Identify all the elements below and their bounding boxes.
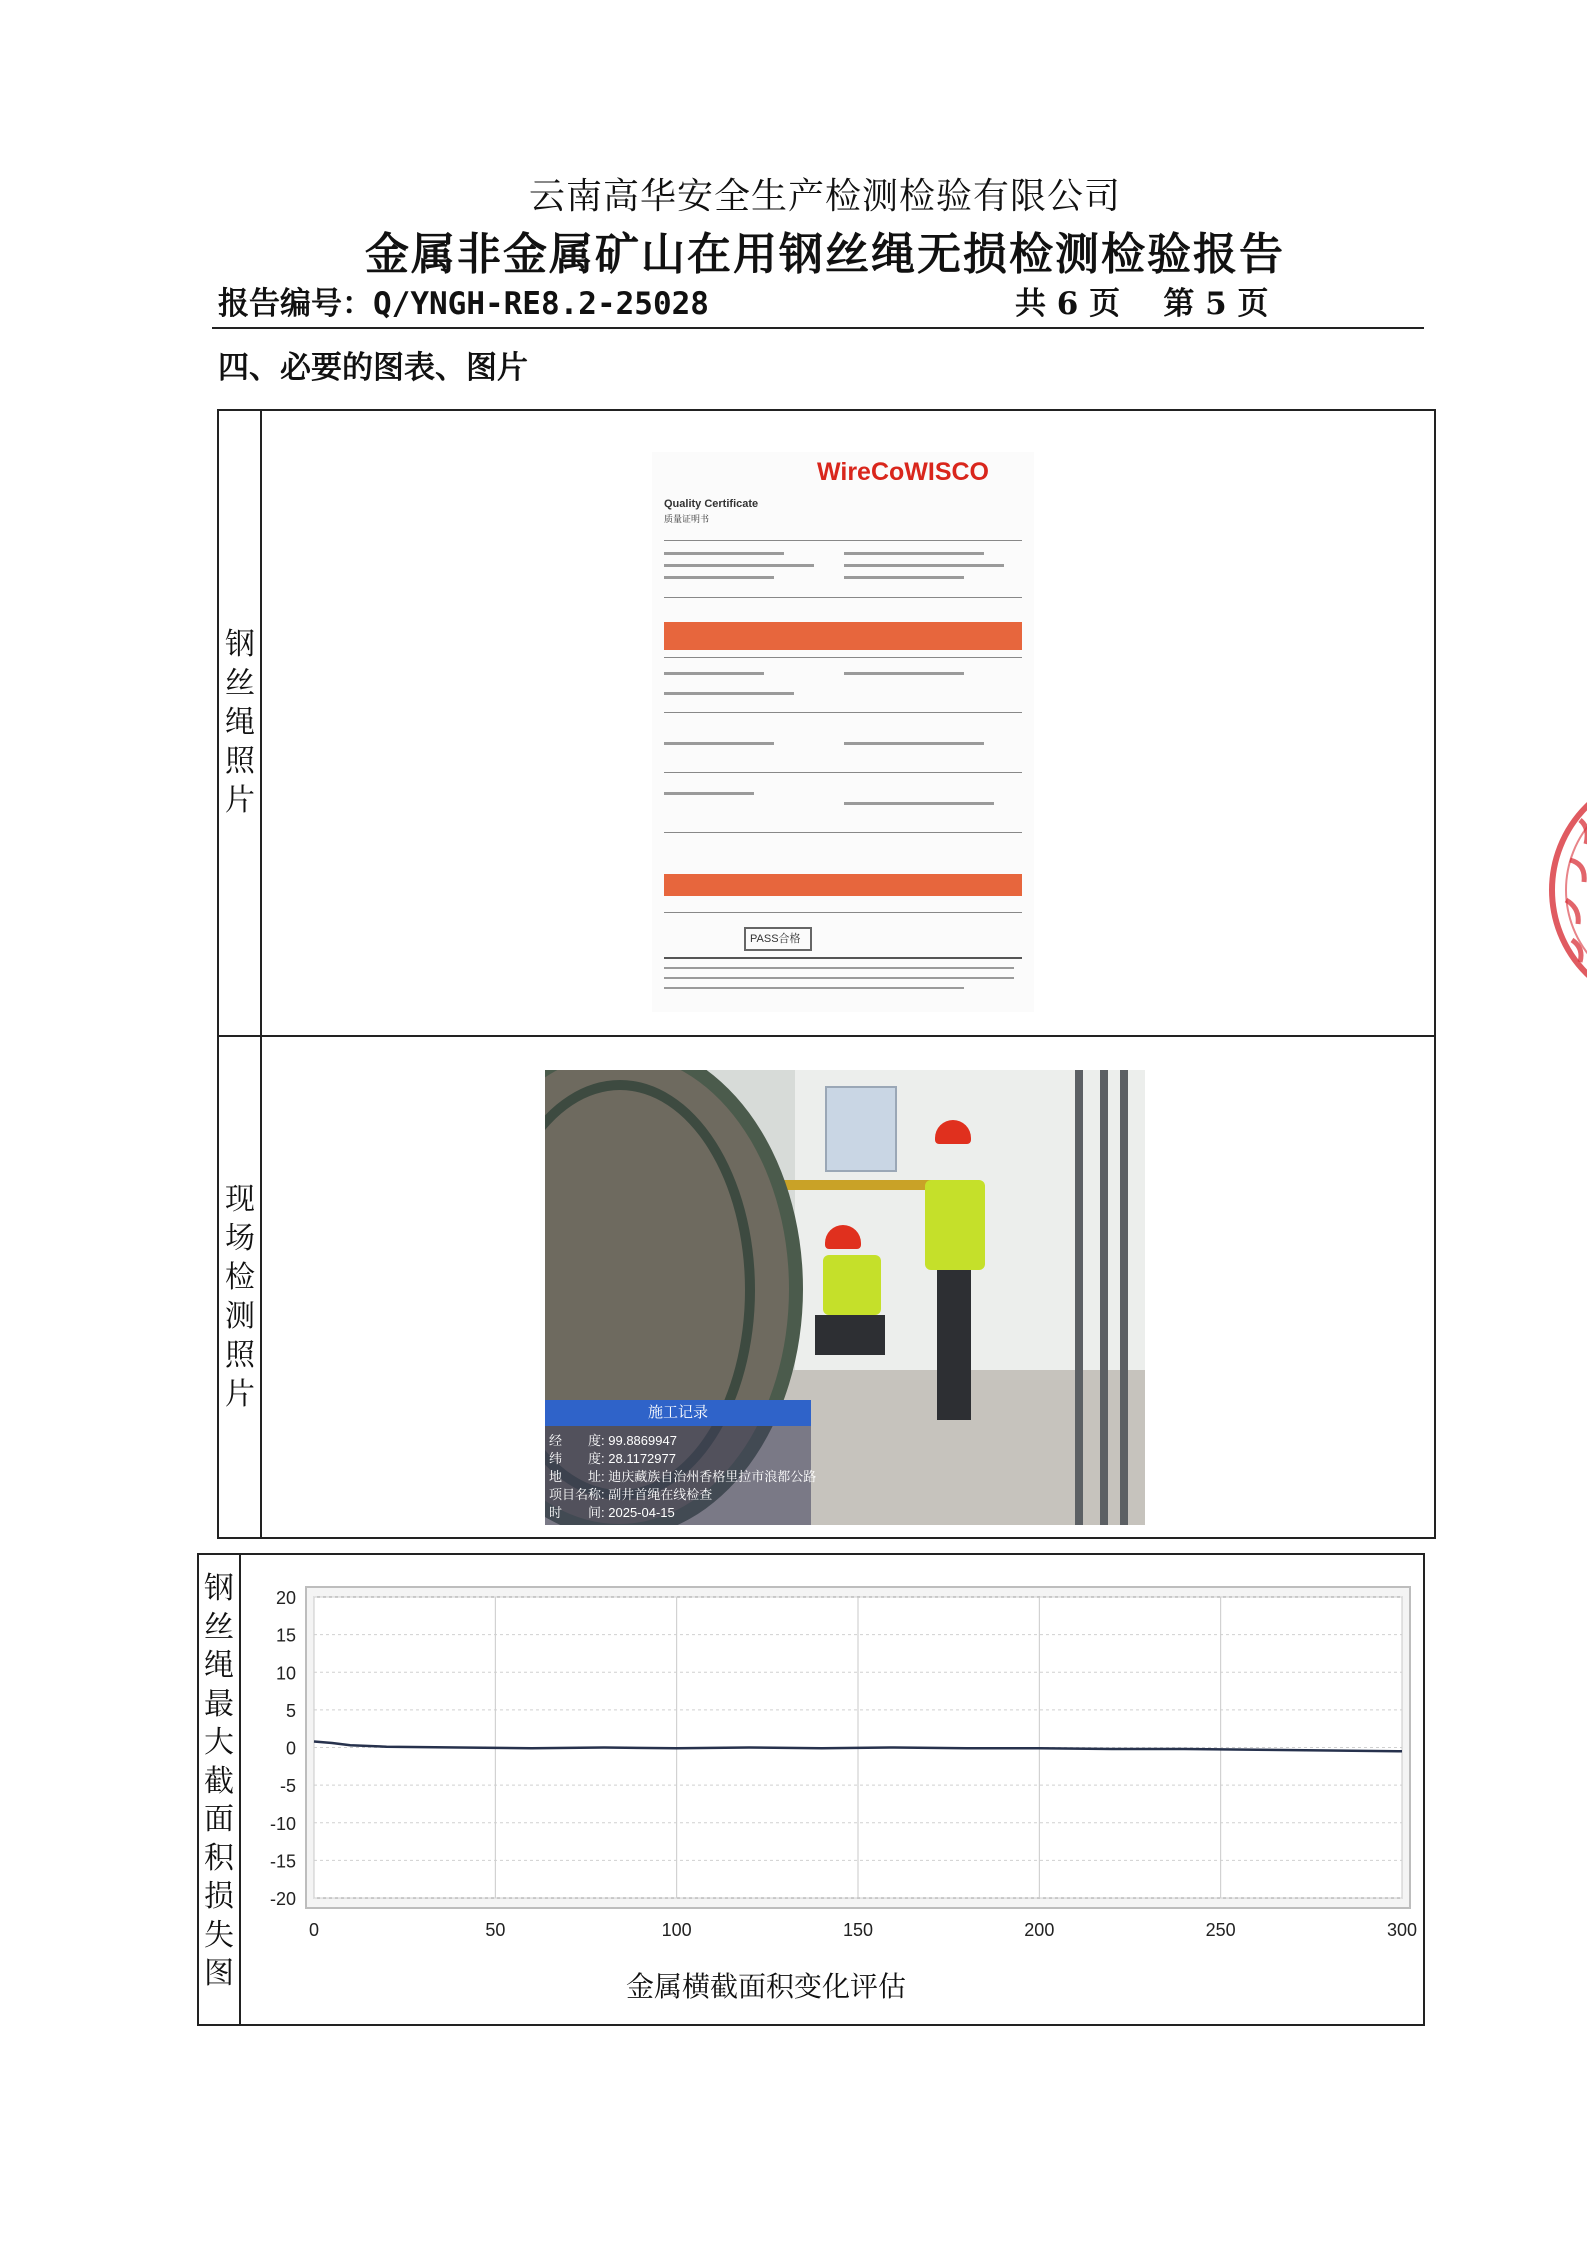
y-tick-label: 15 <box>275 1625 296 1646</box>
vertical-label-char: 图 <box>204 1956 234 1991</box>
watermark-row-value: 2025-04-15 <box>608 1505 675 1520</box>
x-tick-label: 300 <box>1386 1920 1418 1940</box>
vertical-label-char: 截 <box>204 1763 234 1799</box>
vertical-label-char: 大 <box>204 1725 234 1760</box>
vertical-label-char: 钢 <box>204 1571 234 1606</box>
y-tick-label: -15 <box>269 1851 296 1872</box>
x-tick-label: 0 <box>308 1920 320 1940</box>
certificate-brand: WireCoWISCO <box>817 458 989 486</box>
vertical-label-char: 绳 <box>204 1648 234 1683</box>
report-number-value: Q/YNGH-RE8.2-25028 <box>373 286 709 322</box>
x-tick-label: 200 <box>1024 1920 1055 1940</box>
y-tick-label: 20 <box>275 1588 296 1608</box>
watermark-row-value: 28.1172977 <box>608 1451 676 1466</box>
watermark-row-value: 99.8869947 <box>608 1433 677 1448</box>
vertical-label-char: 测 <box>225 1299 255 1334</box>
vertical-label-char: 片 <box>225 1377 255 1412</box>
vertical-label-char: 现 <box>225 1182 255 1217</box>
watermark-row-label: 项目名称: <box>549 1487 605 1502</box>
y-tick-label: -5 <box>279 1776 296 1797</box>
vertical-label-char: 丝 <box>225 666 255 701</box>
certificate-subtitle: 质量证明书 <box>664 514 710 524</box>
x-tick-label: 250 <box>1205 1920 1236 1940</box>
vertical-label-char: 照 <box>225 1338 255 1373</box>
watermark-row-label: 经 度: <box>549 1433 605 1448</box>
y-tick-label: 0 <box>285 1738 296 1759</box>
vertical-label-char: 检 <box>225 1260 255 1295</box>
vertical-label-char: 片 <box>225 783 255 818</box>
vertical-label-char: 损 <box>204 1879 234 1914</box>
y-tick-label: 5 <box>285 1700 296 1721</box>
x-tick-label: 100 <box>661 1920 692 1940</box>
seal-ring <box>1552 772 1587 1008</box>
certificate-title: Quality Certificate <box>664 498 759 510</box>
watermark-row-label: 纬 度: <box>549 1451 605 1466</box>
vertical-label-char: 丝 <box>204 1609 234 1645</box>
report-title: 金属非金属矿山在用钢丝绳无损检测检验报告 <box>365 229 1285 280</box>
watermark-row-label: 地 址: <box>549 1469 605 1484</box>
chart-x-axis-label: 金属横截面积变化评估 <box>626 1970 907 2003</box>
x-tick-label: 50 <box>485 1920 506 1940</box>
page-count: 共 6 页 第 5 页 <box>1015 286 1269 322</box>
vertical-label-char: 绳 <box>225 705 255 740</box>
company-name: 云南高华安全生产检测检验有限公司 <box>528 176 1121 217</box>
vertical-label-char: 面 <box>204 1802 234 1837</box>
y-tick-label: -20 <box>269 1889 296 1909</box>
y-tick-label: 10 <box>275 1663 296 1684</box>
watermark-title: 施工记录 <box>545 1400 811 1426</box>
section-title: 四、必要的图表、图片 <box>218 350 528 386</box>
vertical-label-char: 失 <box>204 1917 234 1953</box>
vertical-label-char: 场 <box>225 1221 255 1256</box>
certificate-pass-stamp-text: PASS合格 <box>750 933 801 945</box>
report-number-label: 报告编号： <box>218 286 373 322</box>
vertical-label-char: 积 <box>204 1840 234 1876</box>
seal-characters <box>1566 820 1587 962</box>
vertical-label-char: 最 <box>204 1686 234 1722</box>
vertical-label-char: 照 <box>225 744 255 779</box>
x-tick-label: 150 <box>842 1920 874 1940</box>
vertical-label-char: 钢 <box>225 627 255 662</box>
watermark-row-label: 时 间: <box>549 1505 605 1520</box>
company-seal <box>1510 760 1587 1020</box>
watermark-row-value: 迪庆藏族自治州香格里拉市浪都公路 <box>608 1469 817 1484</box>
y-tick-label: -10 <box>269 1813 296 1834</box>
watermark-row-value: 副井首绳在线检查 <box>608 1487 713 1502</box>
